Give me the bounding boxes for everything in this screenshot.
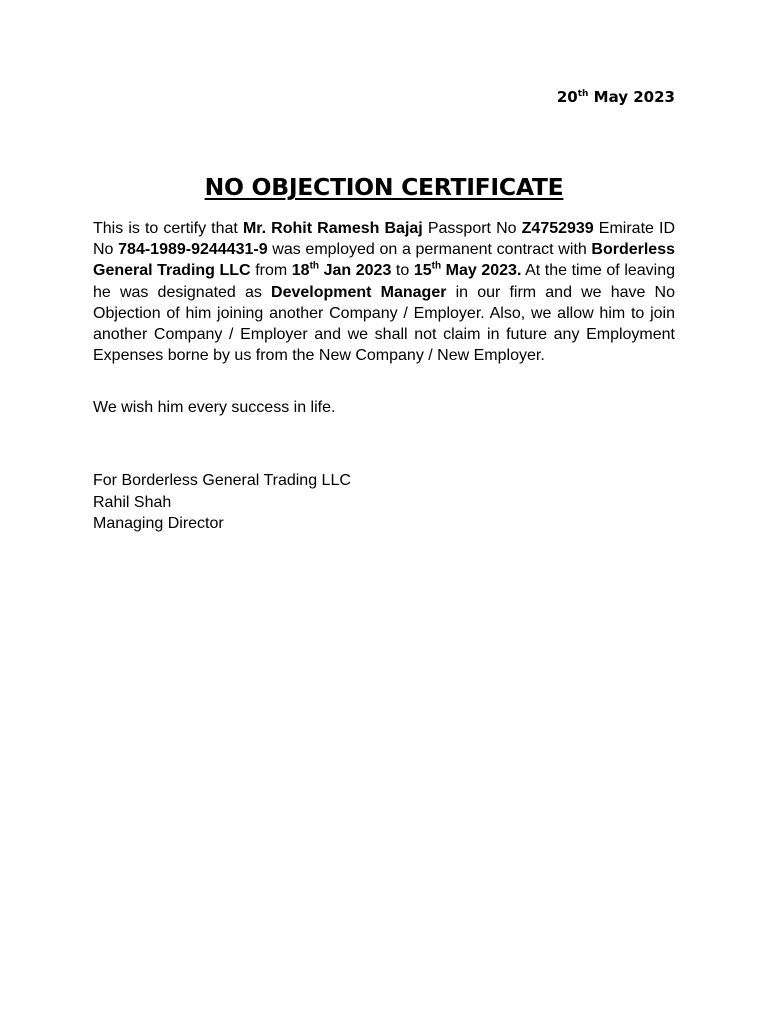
body-text-to: to — [391, 262, 414, 280]
body-text-emirate-label: Emirate ID No — [93, 220, 676, 259]
end-date — [414, 262, 522, 279]
body-text-employment: was employed on a permanent contract with — [267, 241, 592, 259]
date-month-year: May 2023 — [593, 88, 675, 106]
body-text-closing: in our firm and we have No Objection of him joining another Company / Employer. Also, we allow him to join another Company / Employer and we shall not claim in future any Employment Expenses borne by us from the New Company / New Employer. — [93, 283, 676, 365]
date-day-suffix: th — [577, 89, 589, 99]
body-text-passport-label: Passport No — [422, 220, 522, 237]
start-date-suffix: th — [309, 261, 320, 273]
well-wishes: We wish him every success in life. — [93, 399, 336, 416]
signatory-name: Rahil Shah — [93, 493, 172, 511]
company-name: Borderless General Trading LLC — [93, 241, 675, 280]
end-date-day: 15 — [413, 262, 432, 280]
start-date-day: 18 — [291, 262, 310, 280]
body-text-designation-intro: At the time of leaving he was designated as — [93, 262, 676, 301]
start-date — [292, 262, 392, 279]
certificate-body — [93, 218, 675, 366]
letter-date — [557, 88, 675, 106]
designation: Development Manager — [271, 283, 447, 301]
signatory-position: Managing Director — [93, 515, 224, 532]
certificate-title: NO OBJECTION CERTIFICATE — [204, 173, 564, 201]
body-text-from: from — [250, 262, 292, 280]
end-date-rest: May 2023. — [441, 262, 522, 280]
employee-name: Mr. Rohit Ramesh Bajaj — [242, 220, 423, 237]
date-day: 20 — [556, 88, 578, 106]
body-text-intro: This is to certify that — [93, 220, 243, 237]
passport-number: Z4752939 — [521, 220, 594, 237]
end-date-suffix: th — [431, 261, 442, 273]
signature-for-line: For Borderless General Trading LLC — [93, 472, 351, 489]
signature-block — [93, 470, 351, 535]
start-date-rest: Jan 2023 — [319, 262, 392, 280]
emirate-id-number: 784-1989-9244431-9 — [118, 241, 268, 259]
